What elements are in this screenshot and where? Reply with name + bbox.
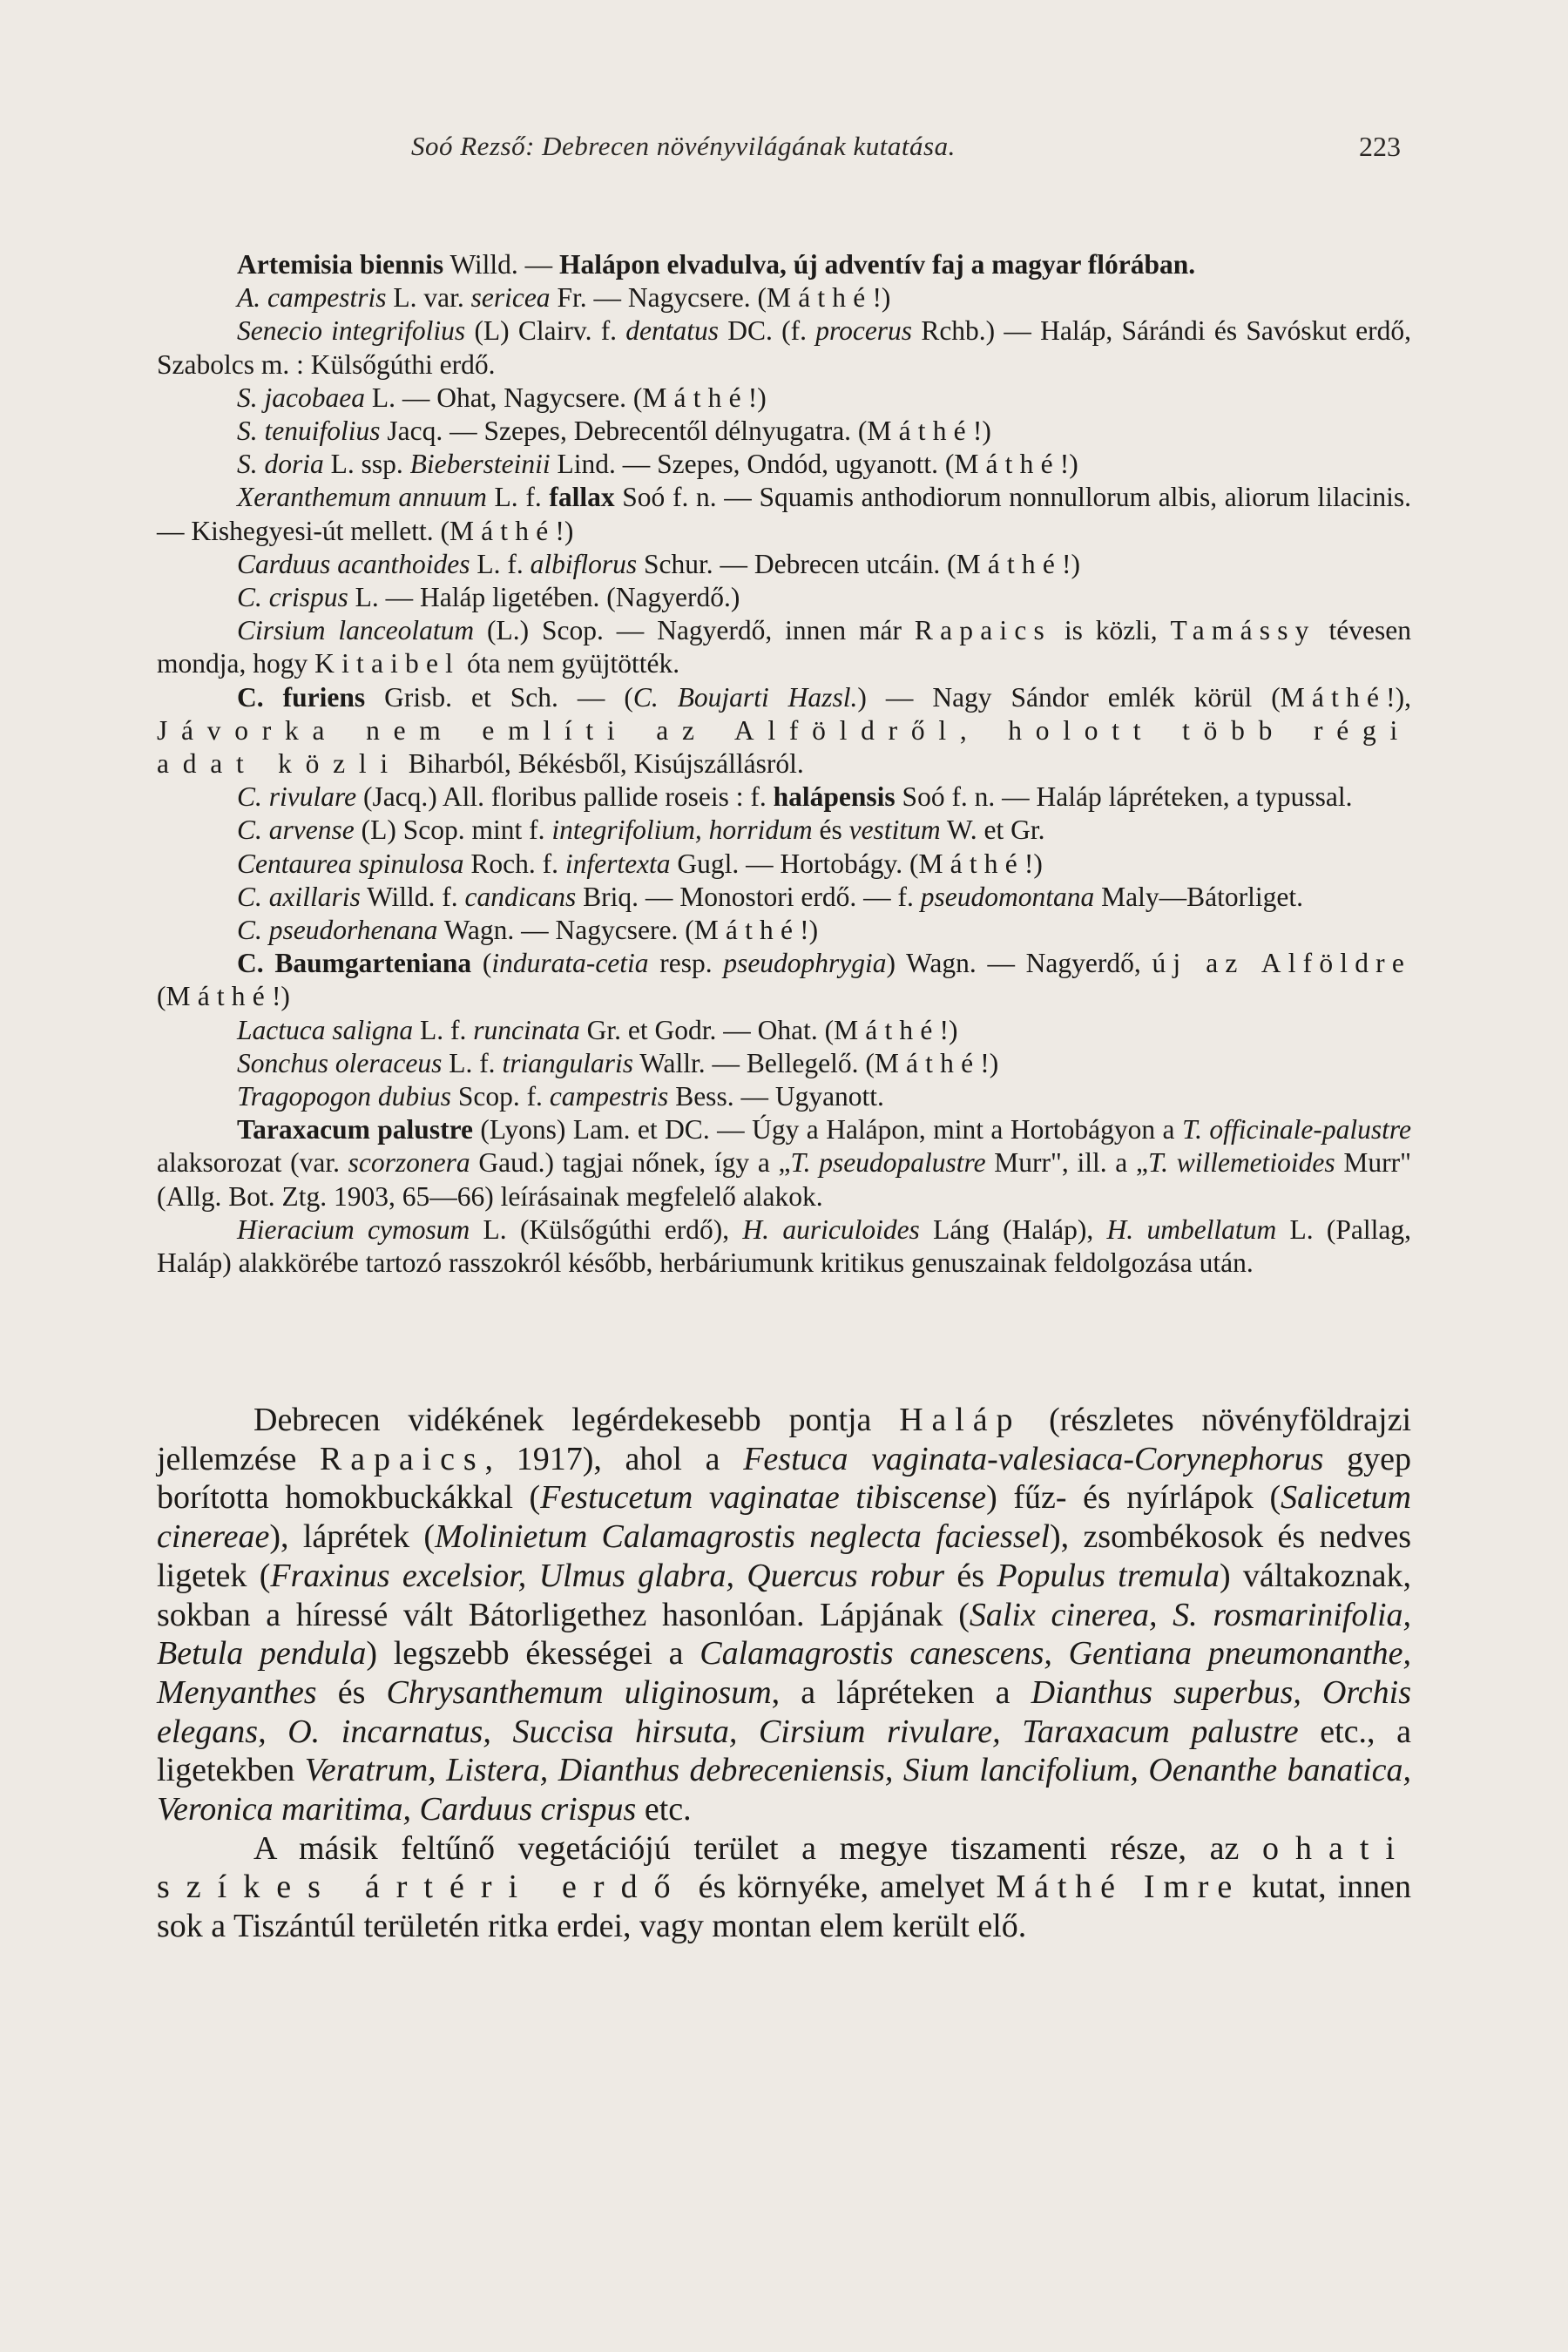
taxon-name: Salix cinerea, S. rosmarinifolia, Betula pendula bbox=[157, 1596, 1412, 1673]
taxon-name: Dianthus superbus, Orchis elegans, O. incarnatus, Succisa hirsuta, Cirsium rivulare, Taraxacum palustre bbox=[157, 1673, 1412, 1750]
text-run: Gugl. — Hortobágy. ( bbox=[670, 848, 919, 879]
taxon-name: Calamagrostis canescens, Gentiana pneumonanthe, Menyanthes bbox=[157, 1635, 1411, 1711]
species-entry bbox=[157, 448, 1411, 481]
text-run: !) bbox=[1062, 548, 1081, 579]
species-list bbox=[157, 248, 1411, 1280]
text-run: !) bbox=[800, 915, 819, 946]
text-run: ), láprétek ( bbox=[269, 1518, 436, 1556]
text-run: ) legszebb ékességei a bbox=[366, 1635, 700, 1673]
taxon-name: scorzonera bbox=[348, 1147, 470, 1179]
taxon-name: triangularis bbox=[502, 1047, 633, 1078]
species-entry bbox=[157, 1213, 1411, 1280]
page-number: 223 bbox=[1359, 131, 1401, 162]
spaced-name: Rapaics bbox=[914, 615, 1051, 646]
running-head-author: Soó Rezső bbox=[411, 131, 526, 161]
text-run: alaksorozat (var. bbox=[157, 1147, 348, 1179]
text-run: Láng (Haláp), bbox=[919, 1213, 1107, 1245]
text-run: Murr", ill. a „ bbox=[985, 1147, 1148, 1179]
text-run: tévesen mondja, hogy bbox=[157, 615, 1411, 679]
taxon-name: infertexta bbox=[564, 848, 671, 879]
running-head-separator: : bbox=[525, 131, 543, 161]
text-run: Soó f. n. — Squamis anthodiorum nonnullorum albis, aliorum lilacinis. — Kishegyesi-út mellett. ( bbox=[157, 482, 1411, 546]
text-run: Roch. f. bbox=[463, 848, 565, 879]
text-run: Willd. f. bbox=[360, 881, 465, 912]
emphasis-text: Halápon elvadulva, új adventív faj a magyar flórában. bbox=[559, 249, 1196, 280]
taxon-name: H. auriculoides bbox=[742, 1213, 920, 1245]
text-run: !) bbox=[271, 981, 290, 1012]
emphasis-text: halápensis bbox=[773, 781, 896, 813]
taxon-name: C. crispus bbox=[237, 582, 348, 613]
text-run: etc., a ligetekben bbox=[157, 1713, 1411, 1789]
text-run: és környéke, amelyet bbox=[686, 1869, 997, 1906]
taxon-name: Xeranthemum annuum bbox=[237, 482, 487, 513]
taxon-name: C. axillaris bbox=[237, 881, 361, 912]
text-run: óta nem gyüjtötték. bbox=[460, 648, 680, 679]
text-run: !) bbox=[1024, 848, 1043, 879]
text-run: Gaud.) tagjai nőnek, így a „ bbox=[470, 1147, 791, 1179]
spaced-name: Máthé bbox=[166, 981, 272, 1012]
text-run: Murr" (Allg. Bot. Ztg. 1903, 65—66) leírásainak megfelelő alakok. bbox=[157, 1147, 1411, 1212]
taxon-name: Veratrum, Listera, Dianthus debreceniensis, Sium lancifolium, Oenanthe banatica, Veronica maritima, Carduus crispus bbox=[157, 1752, 1411, 1828]
taxon-name: Chrysanthemum uliginosum bbox=[386, 1673, 772, 1711]
body-paragraph bbox=[157, 1829, 1411, 1946]
spaced-name: Tamássy bbox=[1170, 615, 1316, 646]
text-run: kutat, innen sok a Tiszántúl területén ritka erdei, vagy montan elem került elő. bbox=[157, 1869, 1412, 1945]
text-run: L. — Ohat, Nagycsere. ( bbox=[364, 382, 643, 413]
text-run: DC. (f. bbox=[719, 315, 816, 347]
species-entry bbox=[157, 814, 1411, 847]
text-run: Willd. — bbox=[443, 249, 560, 280]
text-run: ) váltakoznak, sokban a híressé vált Bátorligethez hasonlóan. Lápjának ( bbox=[157, 1557, 1412, 1633]
species-entry bbox=[157, 614, 1411, 680]
taxon-name: runcinata bbox=[473, 1014, 580, 1045]
text-run: Lind. — Szepes, Ondód, ugyanott. ( bbox=[550, 449, 955, 480]
species-entry bbox=[157, 415, 1411, 448]
spaced-name: új az Alföldre bbox=[1152, 948, 1411, 979]
species-entry bbox=[157, 281, 1411, 314]
taxon-name: albiflorus bbox=[530, 548, 638, 579]
taxon-name: Senecio integrifolius bbox=[237, 315, 466, 347]
taxon-name: dentatus bbox=[625, 315, 720, 347]
species-entry bbox=[157, 1047, 1411, 1080]
species-entry bbox=[157, 248, 1411, 281]
taxon-name: T. willemetioides bbox=[1147, 1147, 1335, 1179]
taxon-name: Salicetum cinereae bbox=[157, 1479, 1411, 1556]
text-run: Wagn. — Nagycsere. ( bbox=[437, 915, 694, 946]
text-run: L. (Külsőgúthi erdő), bbox=[470, 1213, 743, 1245]
text-run: Schur. — Debrecen utcáin. ( bbox=[637, 548, 956, 579]
taxon-name: Tragopogon dubius bbox=[237, 1081, 451, 1112]
spaced-name: Máthé bbox=[767, 282, 873, 314]
taxon-name: S. doria bbox=[237, 449, 324, 480]
text-run: L. f. bbox=[486, 482, 550, 513]
species-entry bbox=[157, 681, 1411, 781]
text-run: !) bbox=[939, 1014, 958, 1045]
text-run: !), bbox=[1386, 681, 1411, 713]
taxon-name: Populus tremula bbox=[997, 1557, 1220, 1594]
text-run: Debrecen vidékének legérdekesebb pontja bbox=[253, 1402, 900, 1438]
species-entry bbox=[157, 581, 1411, 614]
taxon-name: Festucetum vaginatae tibiscense bbox=[540, 1479, 987, 1517]
text-run: Bess. — Ugyanott. bbox=[668, 1081, 884, 1112]
text-run: Wallr. — Bellegelő. ( bbox=[632, 1047, 875, 1078]
taxon-name: Lactuca saligna bbox=[237, 1014, 414, 1045]
running-head bbox=[411, 131, 1230, 162]
species-entry bbox=[157, 548, 1411, 581]
text-run: Fr. — Nagycsere. ( bbox=[550, 282, 767, 314]
text-run: ) Wagn. — Nagyerdő, bbox=[886, 948, 1152, 979]
taxon-name: T. officinale-palustre bbox=[1181, 1114, 1411, 1146]
body-paragraph bbox=[157, 1401, 1411, 1829]
spaced-name: Máthé bbox=[642, 382, 748, 413]
taxon-name: candicans bbox=[464, 881, 577, 912]
body-text bbox=[157, 1401, 1411, 1946]
species-entry bbox=[157, 314, 1411, 381]
text-run: L. var. bbox=[386, 282, 471, 314]
text-run: ) — Nagy Sándor emlék körül ( bbox=[857, 681, 1281, 713]
text-run: !) bbox=[972, 416, 991, 447]
spaced-name: Máthé bbox=[918, 848, 1024, 879]
taxon-name: vestitum bbox=[848, 814, 941, 846]
text-run: L. — Haláp ligetében. (Nagyerdő.) bbox=[348, 582, 740, 613]
species-entry bbox=[157, 947, 1411, 1013]
emphasis-text: fallax bbox=[549, 482, 615, 513]
taxon-name: S. tenuifolius bbox=[237, 416, 381, 447]
text-run: Briq. — Monostori erdő. — f. bbox=[576, 881, 921, 912]
text-run: (Lyons) Lam. et DC. — Úgy a Halápon, mint a Hortobágyon a bbox=[472, 1114, 1182, 1146]
text-run: ), zsombékosok és nedves ligetek ( bbox=[157, 1518, 1411, 1594]
spaced-name: Máthé bbox=[874, 1047, 981, 1078]
text-run: Maly—Bátorliget. bbox=[1094, 881, 1303, 912]
text-run: is közli, bbox=[1051, 615, 1171, 646]
text-run: ( bbox=[471, 948, 492, 979]
taxon-name: A. campestris bbox=[237, 282, 387, 314]
emphasis-text: Taraxacum palustre bbox=[237, 1114, 473, 1146]
text-run: L. f. bbox=[442, 1047, 503, 1078]
taxon-name: Carduus acanthoides bbox=[237, 548, 470, 579]
text-run: Gr. et Godr. — Ohat. ( bbox=[579, 1014, 835, 1045]
text-run: (L) Clairv. f. bbox=[465, 315, 626, 347]
text-run: L. (Pallag, Haláp) alakkörébe tartozó rasszokról később, herbáriumunk kritikus genuszainak feldolgozása után. bbox=[157, 1213, 1412, 1279]
spaced-name: Máthé bbox=[834, 1014, 940, 1045]
text-run: Jacq. — Szepes, Debrecentől délnyugatra. ( bbox=[380, 416, 868, 447]
taxon-name: Molinietum Calamagrostis neglecta faciessel bbox=[435, 1518, 1051, 1556]
text-run: L. f. bbox=[413, 1014, 474, 1045]
text-run: ) fűz- és nyírlápok ( bbox=[986, 1479, 1281, 1517]
spaced-name: Máthé bbox=[956, 548, 1063, 579]
taxon-name: procerus bbox=[815, 315, 913, 347]
species-entry bbox=[157, 1014, 1411, 1047]
taxon-name: T. pseudopalustre bbox=[790, 1147, 986, 1179]
spaced-name: Máthé bbox=[449, 515, 556, 546]
spaced-name: Máthé Imre bbox=[996, 1869, 1241, 1906]
text-run: (Jacq.) All. floribus pallide roseis : f. bbox=[356, 781, 774, 813]
spaced-name: Haláp bbox=[899, 1402, 1022, 1438]
taxon-name: C. Boujarti Hazsl. bbox=[632, 681, 858, 713]
text-run: resp. bbox=[648, 948, 724, 979]
text-run: Rchb.) — Haláp, Sárándi és Savóskut erdő, Szabolcs m. : Külsőgúthi erdő. bbox=[157, 315, 1411, 380]
taxon-name: sericea bbox=[470, 282, 551, 314]
species-entry bbox=[157, 481, 1411, 547]
taxon-name: H. umbellatum bbox=[1106, 1213, 1277, 1245]
emphasis-text: C. furiens bbox=[237, 681, 366, 713]
spaced-name: Máthé bbox=[954, 449, 1060, 480]
text-run: Grisb. et Sch. — ( bbox=[365, 681, 633, 713]
text-run: gyep borította homokbuckákkal ( bbox=[157, 1440, 1411, 1517]
running-head-title: Debrecen növényvilágának kutatása. bbox=[542, 131, 956, 161]
taxon-name: pseudophrygia bbox=[723, 948, 887, 979]
spaced-name: ohati szíkes ártéri erdő bbox=[157, 1829, 1411, 1906]
text-run: , a lápréteken a bbox=[771, 1673, 1031, 1711]
species-entry bbox=[157, 881, 1411, 914]
spaced-name: Rapaics bbox=[320, 1440, 485, 1477]
text-run: ( bbox=[157, 981, 166, 1012]
spaced-name: Jávorka nem említi az Alföldről, holott több régi adat közli bbox=[157, 714, 1411, 780]
taxon-name: C. pseudorhenana bbox=[237, 915, 438, 946]
species-entry bbox=[157, 1113, 1411, 1213]
text-run: Biharból, Békésből, Kisújszállásról. bbox=[401, 748, 804, 780]
species-entry bbox=[157, 914, 1411, 947]
species-entry bbox=[157, 848, 1411, 881]
text-run: !) bbox=[980, 1047, 999, 1078]
spaced-name: Máthé bbox=[693, 915, 801, 946]
text-run: A másik feltűnő vegetációjú terület a megye tiszamenti része, az bbox=[253, 1829, 1263, 1867]
text-run: !) bbox=[555, 515, 574, 546]
text-run: Soó f. n. — Haláp lápréteken, a typussal. bbox=[895, 781, 1353, 813]
taxon-name: C. rivulare bbox=[237, 781, 357, 813]
spaced-name: Kitaibel bbox=[314, 648, 461, 679]
text-run: és bbox=[316, 1673, 387, 1711]
spaced-name: Máthé bbox=[1280, 681, 1387, 713]
text-run: (L) Scop. mint f. bbox=[354, 814, 552, 846]
species-entry bbox=[157, 1080, 1411, 1113]
text-run: !) bbox=[1059, 449, 1078, 480]
taxon-name: pseudomontana bbox=[920, 881, 1095, 912]
taxon-name: Festuca vaginata-valesiaca-Corynephorus bbox=[743, 1440, 1324, 1477]
text-run: Scop. f. bbox=[450, 1081, 550, 1112]
taxon-name: campestris bbox=[549, 1081, 669, 1112]
emphasis-text: C. Baumgarteniana bbox=[237, 948, 472, 979]
text-run: és bbox=[944, 1557, 997, 1594]
text-run: !) bbox=[872, 282, 891, 314]
taxon-name: integrifolium, horridum bbox=[551, 814, 813, 846]
species-entry bbox=[157, 382, 1411, 415]
text-run: etc. bbox=[636, 1791, 692, 1828]
taxon-name: Biebersteinii bbox=[409, 449, 551, 480]
taxon-name: Hieracium cymosum bbox=[237, 1213, 470, 1245]
text-run: és bbox=[812, 814, 849, 846]
taxon-name: Fraxinus excelsior, Ulmus glabra, Quercus robur bbox=[270, 1557, 945, 1594]
emphasis-text: Artemisia biennis bbox=[237, 249, 444, 280]
text-run: , 1917), ahol a bbox=[484, 1440, 744, 1477]
text-run: (L.) Scop. — Nagyerdő, innen már bbox=[474, 615, 915, 646]
taxon-name: Sonchus oleraceus bbox=[237, 1047, 443, 1078]
taxon-name: S. jacobaea bbox=[237, 382, 365, 413]
taxon-name: Cirsium lanceolatum bbox=[237, 615, 475, 646]
spaced-name: Máthé bbox=[867, 416, 973, 447]
taxon-name: Centaurea spinulosa bbox=[237, 848, 464, 879]
taxon-name: C. arvense bbox=[237, 814, 355, 846]
taxon-name: indurata-cetia bbox=[491, 948, 649, 979]
text-run: !) bbox=[747, 382, 767, 413]
text-run: (részletes növényföldrajzi jellemzése bbox=[157, 1402, 1411, 1477]
text-run: W. et Gr. bbox=[940, 814, 1045, 846]
text-run: L. ssp. bbox=[323, 449, 410, 480]
species-entry bbox=[157, 781, 1411, 814]
text-run: L. f. bbox=[470, 548, 531, 579]
